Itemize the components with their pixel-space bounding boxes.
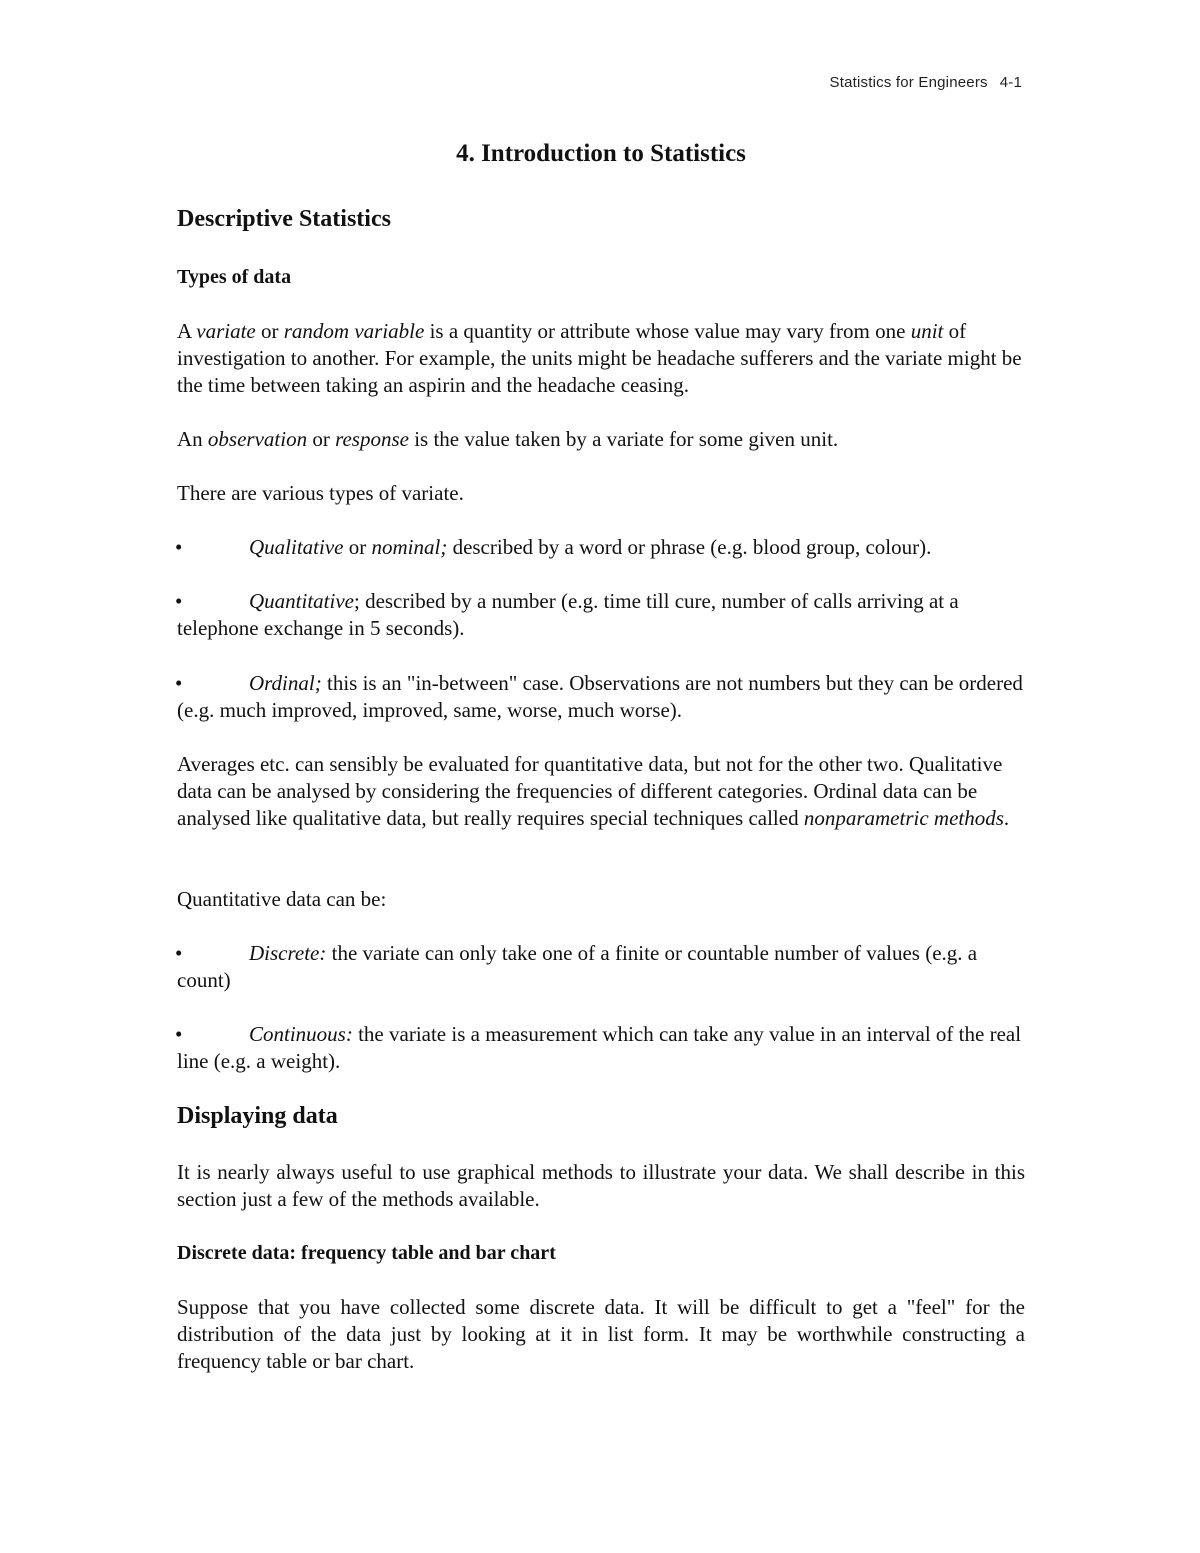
text-run: ; described by a number (e.g. time till cure, number of calls arriving at a telephone exchange in 5 seconds). — [177, 589, 959, 640]
subsection-heading-discrete-data: Discrete data: frequency table and bar chart — [177, 1242, 556, 1264]
term-discrete: Discrete: — [249, 941, 327, 965]
text-run: is the value taken by a variate for some given unit. — [408, 427, 839, 451]
paragraph-variate-definition — [177, 318, 1025, 398]
paragraph-displaying: It is nearly always useful to use graphical methods to illustrate your data. We shall describe in this section just a few of the methods available. — [177, 1160, 1025, 1211]
text-run: or — [255, 319, 284, 343]
paragraph-averages — [177, 751, 1025, 831]
running-header-title: Statistics for Engineers — [829, 74, 988, 91]
term-random-variable: random variable — [283, 319, 425, 343]
section-heading-descriptive-statistics: Descriptive Statistics — [177, 206, 391, 232]
term-qualitative: Qualitative — [249, 535, 344, 559]
term-nonparametric-methods: nonparametric methods — [803, 805, 1004, 830]
bullet-discrete — [177, 940, 1025, 994]
term-continuous: Continuous: — [249, 1022, 353, 1046]
paragraph-types-intro: There are various types of variate. — [177, 481, 464, 505]
bullet-icon: • — [175, 535, 183, 559]
term-quantitative: Quantitative — [249, 589, 354, 613]
term-observation: observation — [207, 427, 308, 451]
text-run: of investigation to another. For example, the units might be headache sufferers and the variate might be the time between taking an aspirin and the headache ceasing. — [177, 319, 1022, 397]
bullet-quantitative — [177, 588, 1025, 642]
running-header — [700, 74, 1022, 91]
term-variate: variate — [196, 319, 256, 343]
text-run: described by a word or phrase (e.g. blood group, colour). — [447, 535, 932, 559]
text-run: Averages etc. can sensibly be evaluated for quantitative data, but not for the other two. Qualitative data can be analysed by considering the frequencies of different categories. Ordinal data can be analysed like qualitative data, but really requires special techniques called — [177, 752, 1003, 830]
paragraph-discrete-data: Suppose that you have collected some discrete data. It will be difficult to get a "feel" for the distribution of the data just by looking at it in list form. It may be worthwhile constructing a frequency table or bar chart. — [177, 1295, 1025, 1373]
page-number: 4-1 — [999, 74, 1022, 91]
text-run: is a quantity or attribute whose value may vary from one — [424, 319, 911, 343]
bullet-icon: • — [175, 671, 183, 695]
bullet-icon: • — [175, 941, 183, 965]
bullet-continuous — [177, 1021, 1025, 1075]
subsection-heading-types-of-data: Types of data — [177, 266, 292, 288]
text-run: . — [1003, 805, 1010, 830]
text-run: this is an "in-between" case. Observations are not numbers but they can be ordered (e.g. much improved, improved, same, worse, much worse). — [177, 671, 1023, 722]
paragraph-quantitative-intro: Quantitative data can be: — [177, 887, 387, 911]
text-run: or — [307, 427, 336, 451]
section-heading-displaying-data: Displaying data — [177, 1103, 338, 1129]
text-run: or — [343, 535, 372, 559]
text-run: A — [177, 319, 197, 343]
term-ordinal: Ordinal; — [249, 671, 322, 695]
term-response: response — [335, 427, 409, 451]
text-run: An — [177, 427, 208, 451]
bullet-ordinal — [177, 670, 1025, 724]
chapter-title: 4. Introduction to Statistics — [456, 140, 746, 167]
term-unit: unit — [910, 319, 944, 343]
bullet-icon: • — [175, 589, 183, 613]
paragraph-observation-definition — [177, 426, 1025, 453]
term-nominal: nominal; — [371, 535, 448, 559]
bullet-icon: • — [175, 1022, 183, 1046]
text-run: the variate can only take one of a finite or countable number of values (e.g. a count) — [177, 941, 978, 992]
text-run: the variate is a measurement which can take any value in an interval of the real line (e.g. a weight). — [177, 1022, 1022, 1073]
bullet-qualitative — [177, 534, 1025, 561]
